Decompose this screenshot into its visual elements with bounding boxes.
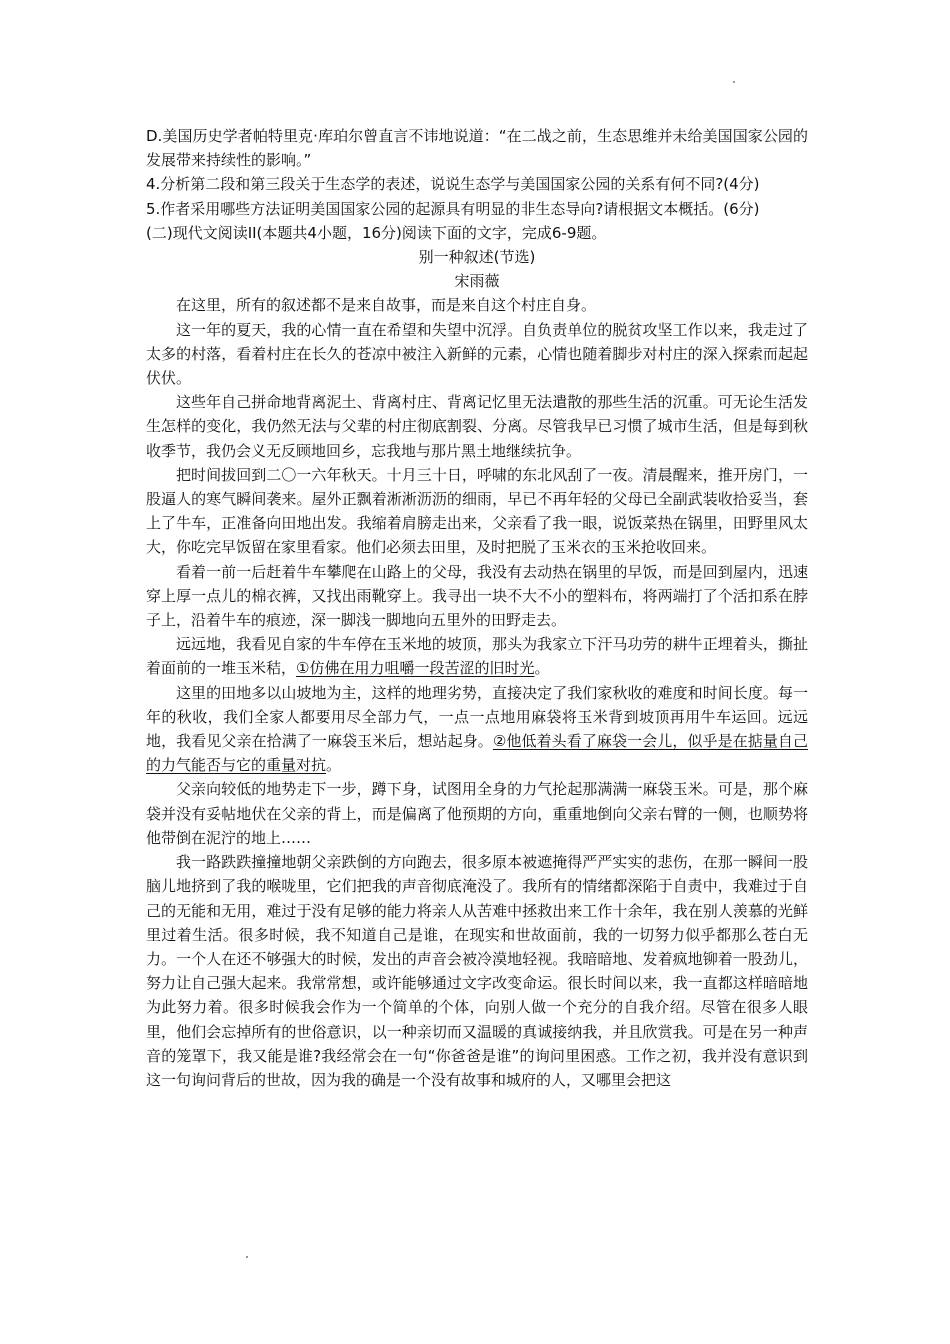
article-title: 别一种叙述(节选) [418, 248, 536, 267]
section-heading: (二)现代文阅读II(本题共4小题，16分)阅读下面的文字，完成6-9题。 [146, 223, 607, 242]
question-5: 5.作者采用哪些方法证明美国国家公园的起源具有明显的非生态导向?请根据文本概括。(6分) [146, 199, 760, 218]
option-d: D.美国历史学者帕特里克·库珀尔曾直言不讳地说道：“在二战之前，生态思维并未给美国国家公园的发展带来持续性的影响。” [146, 127, 808, 170]
paragraph-7 [146, 681, 808, 778]
paragraph-9: 我一路跌跌撞撞地朝父亲跌倒的方向跑去，很多原本被遮掩得严严实实的悲伤，在那一瞬间一股脑儿地挤到了我的喉咙里，它们把我的声音彻底淹没了。我所有的情绪都深陷于自责中，我难过于自己的无能和无用，难过于没有足够的能力将亲人从苦难中拯救出来工作十余年，我在别人羡慕的光鲜里过着生活。很多时候，我不知道自己是谁，在现实和世故面前，我的一切努力似乎都那么苍白无力。一个人在还不够强大的时候，发出的声音会被冷漠地轻视。我暗暗地、发着疯地铆着一股劲儿，努力让自己强大起来。我常常想，或许能够通过文字改变命运。很长时间以来，我一直都这样暗暗地为此努力着。很多时候我会作为一个简单的个体，向别人做一个充分的自我介绍。尽管在很多人眼里，他们会忘掉所有的世俗意识，以一种亲切而又温暖的真诚接纳我，并且欣赏我。可是在另一种声音的笼罩下，我又能是谁?我经常会在一句“你爸爸是谁”的询问里困惑。工作之初，我并没有意识到这一句询问背后的世故，因为我的确是一个没有故事和城府的人，又哪里会把这 [146, 853, 808, 1089]
paragraph-4: 把时间拔回到二〇一六年秋天。十月三十日，呼啸的东北风刮了一夜。清晨醒来，推开房门，一股逼人的寒气瞬间袭来。屋外正飘着淅淅沥沥的细雨，早已不再年轻的父母已全副武装收拾妥当，套上了牛车，正准备向田地出发。我缩着肩膀走出来，父亲看了我一眼，说饭菜热在锅里，田野里风太大，你吃完早饭留在家里看家。他们必须去田里，及时把脱了玉米衣的玉米抢收回来。 [146, 465, 808, 557]
underlined-sentence-2: ②他低着头看了麻袋一会儿，似乎是在掂量自己的力气能否与它的重量对抗 [146, 732, 808, 775]
paragraph-3: 这些年自己拼命地背离泥土、背离村庄、背离记忆里无法遣散的那些生活的沉重。可无论生活发生怎样的变化，我仍然无法与父辈的村庄彻底割裂、分离。尽管我早已习惯了城市生活，但是每到秋收季节，我仍会义无反顾地回乡，忘我地与那片黑土地继续抗争。 [146, 393, 808, 460]
question-4: 4.分析第二段和第三段关于生态学的表述，说说生态学与美国国家公园的关系有何不同?(4分) [146, 175, 760, 194]
paragraph-7-text: 这里的田地多以山坡地为主，这样的地理劣势，直接决定了我们家秋收的难度和时间长度。每一年的秋收，我们全家人都要用尽全部力气，一点一点地用麻袋将玉米背到坡顶再用牛车运回。远远地，我看见父亲在拾满了一麻袋玉米后，想站起身。 [146, 683, 808, 751]
paragraph-6 [146, 632, 808, 680]
paragraph-1: 在这里，所有的叙述都不是来自故事，而是来自这个村庄自身。 [176, 296, 597, 315]
paragraph-5: 看着一前一后赶着牛车攀爬在山路上的父母，我没有去动热在锅里的早饭，而是回到屋内，迅速穿上厚一点儿的棉衣裤，又找出雨靴穿上。我寻出一块不大不小的塑料布，将两端打了个活扣系在脖子上，沿着牛车的痕迹，深一脚浅一脚地向五里外的田野走去。 [146, 562, 808, 630]
paragraph-7-end: 。 [326, 756, 342, 775]
article-author: 宋雨薇 [454, 272, 500, 291]
underlined-sentence-1: ①仿佛在用力咀嚼一段苦涩的旧时光 [296, 659, 535, 678]
scan-speck [733, 81, 735, 83]
paragraph-6-end: 。 [534, 659, 550, 678]
paragraph-8: 父亲向较低的地势走下一步，蹲下身，试图用全身的力气抡起那满满一麻袋玉米。可是，那个麻袋并没有妥帖地伏在父亲的背上，而是偏离了他预期的方向，重重地倒向父亲右臂的一侧，也顺势将他带倒在泥泞的地上…… [146, 780, 808, 847]
document-body [146, 124, 808, 1092]
scan-speck [246, 1256, 248, 1258]
paragraph-2: 这一年的夏天，我的心情一直在希望和失望中沉浮。自负责单位的脱贫攻坚工作以来，我走过了太多的村落，看着村庄在长久的苍凉中被注入新鲜的元素，心情也随着脚步对村庄的深入探索而起起伏伏。 [146, 320, 808, 388]
paragraph-6-text: 远远地，我看见自家的牛车停在玉米地的坡顶，那头为我家立下汗马功劳的耕牛正埋着头，撕扯着面前的一堆玉米秸， [146, 635, 808, 678]
